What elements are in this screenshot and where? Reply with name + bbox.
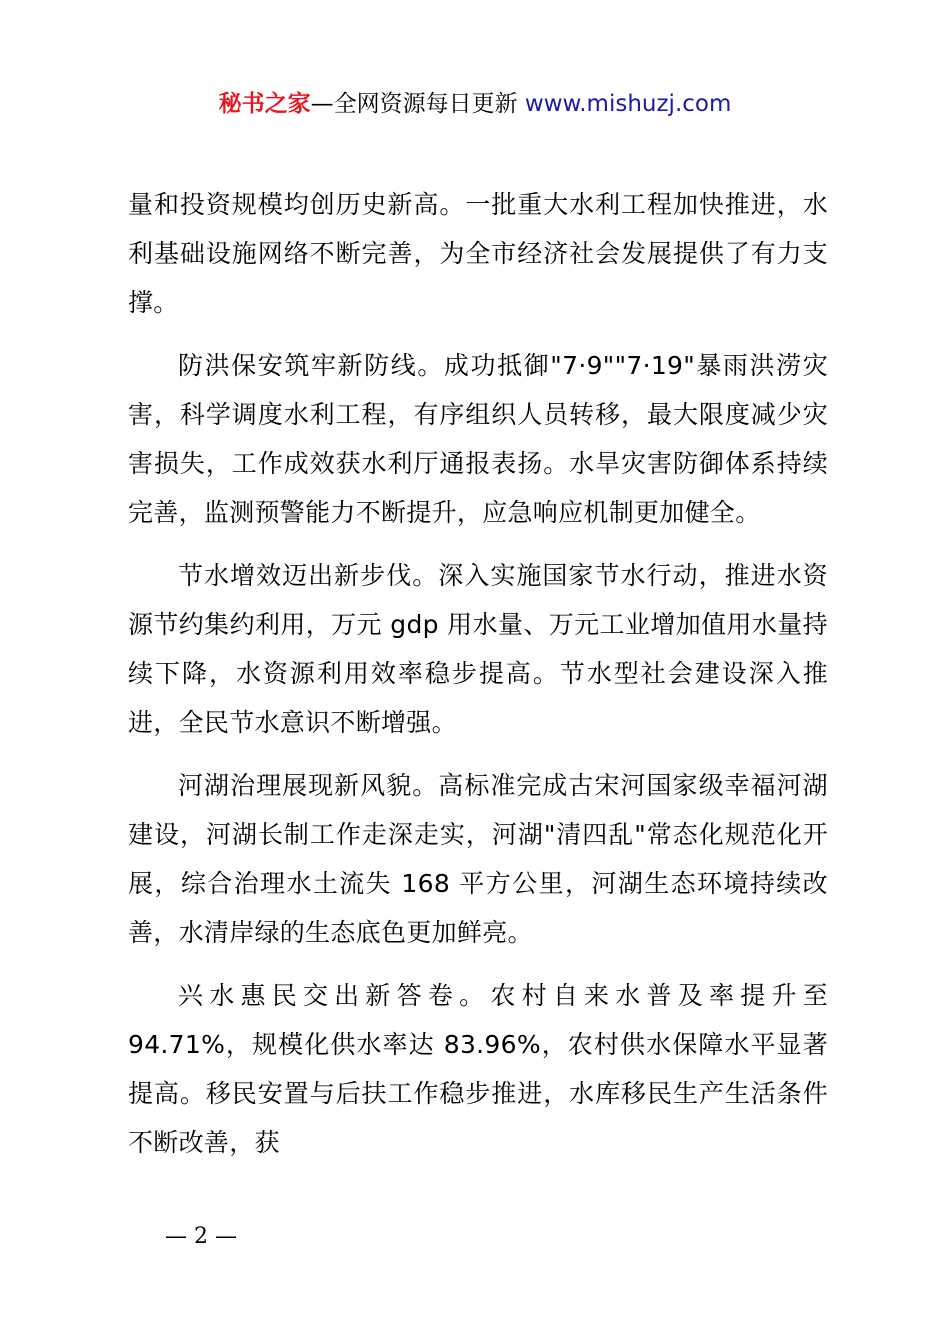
site-header <box>0 86 950 122</box>
paragraph-water-for-people: 兴水惠民交出新答卷。农村自来水普及率提升至 94.71%，规模化供水率达 83.96%，农村供水保障水平显著提高。移民安置与后扶工作稳步推进，水库移民生产生活条件不断改善，获 <box>128 981 828 1157</box>
paragraph-continuation: 量和投资规模均创历史新高。一批重大水利工程加快推进，水利基础设施网络不断完善，为全市经济社会发展提供了有力支撑。 <box>128 190 828 317</box>
paragraph-flood-control: 防洪保安筑牢新防线。成功抵御"7·9""7·19"暴雨洪涝灾害，科学调度水利工程，有序组织人员转移，最大限度减少灾害损失，工作成效获水利厅通报表扬。水旱灾害防御体系持续完善，监测预警能力不断提升，应急响应机制更加健全。 <box>128 351 828 527</box>
site-url[interactable]: www.mishuzj.com <box>524 91 732 117</box>
page-number: — 2 — <box>165 1224 237 1249</box>
document-body <box>128 180 828 1181</box>
paragraph-water-saving: 节水增效迈出新步伐。深入实施国家节水行动，推进水资源节约集约利用，万元 gdp 用水量、万元工业增加值用水量持续下降，水资源利用效率稳步提高。节水型社会建设深入推进，全民节水意识不断增强。 <box>128 561 828 737</box>
paragraph-river-governance: 河湖治理展现新风貌。高标准完成古宋河国家级幸福河湖建设，河湖长制工作走深走实，河湖"清四乱"常态化规范化开展，综合治理水土流失 168 平方公里，河湖生态环境持续改善，水清岸绿的生态底色更加鲜亮。 <box>128 771 828 947</box>
header-tagline: —全网资源每日更新 <box>310 91 525 117</box>
brand-name: 秘书之家 <box>218 91 311 117</box>
